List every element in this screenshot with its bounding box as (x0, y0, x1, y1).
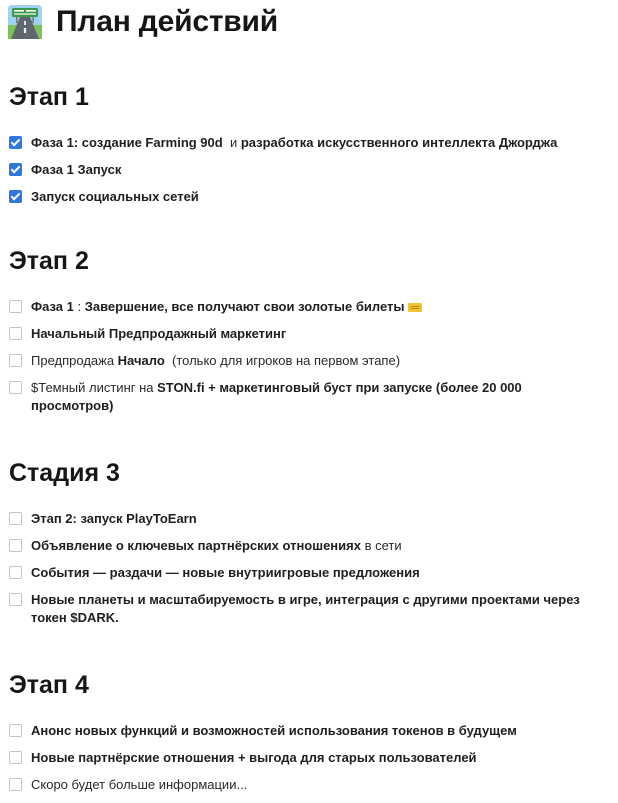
item-text (31, 776, 606, 794)
checkbox-unchecked[interactable] (9, 751, 22, 764)
text-part: в сети (360, 538, 402, 553)
checklist-item (9, 325, 614, 343)
checklist-item (9, 537, 614, 555)
text-part: STON.fi + маркетинговый буст при запуске (более 20 000 просмотров) (31, 380, 522, 413)
section-stage-2 (9, 244, 614, 424)
ticket-icon (408, 303, 422, 312)
checklist-item (9, 564, 614, 582)
text-part: Этап 2: запуск PlayToEarn (31, 511, 197, 526)
text-part: Предпродажа (31, 353, 118, 368)
checkbox-unchecked[interactable] (9, 724, 22, 737)
section-heading: Этап 4 (9, 671, 89, 699)
section-heading: Стадия 3 (9, 459, 120, 487)
text-part: Начало (117, 353, 165, 368)
checklist-item (9, 776, 614, 794)
checklist (9, 510, 614, 627)
checkbox-unchecked[interactable] (9, 539, 22, 552)
text-part: Анонс новых функций и возможностей использования токенов в будущем (31, 723, 517, 738)
checkbox-checked[interactable] (9, 190, 22, 203)
page-header (8, 2, 278, 42)
checklist-item (9, 188, 614, 206)
text-part: Скоро будет больше информации... (31, 777, 248, 792)
road-icon (8, 5, 42, 39)
section-stage-3 (9, 456, 614, 636)
checkbox-unchecked[interactable] (9, 354, 22, 367)
text-part: и (222, 135, 241, 150)
checklist-item (9, 722, 614, 740)
checkbox-unchecked[interactable] (9, 327, 22, 340)
checkbox-unchecked[interactable] (9, 593, 22, 606)
item-text (31, 298, 606, 316)
item-text (31, 564, 606, 582)
text-part: Фаза 1: создание Farming 90d (31, 135, 223, 150)
checklist (9, 298, 614, 415)
item-text (31, 722, 606, 740)
text-part: Объявление о ключевых партнёрских отношениях (31, 538, 361, 553)
item-text (31, 188, 606, 206)
text-part: : (73, 299, 85, 314)
text-part: События — раздачи — новые внутриигровые предложения (31, 565, 420, 580)
item-text (31, 161, 606, 179)
text-part: $Темный листинг на (31, 380, 158, 395)
section-heading: Этап 1 (9, 83, 89, 111)
text-part: Фаза 1 (31, 299, 74, 314)
text-part: Запуск социальных сетей (31, 189, 199, 204)
checklist-item (9, 749, 614, 767)
checkbox-unchecked[interactable] (9, 300, 22, 313)
text-part: (только для игроков на первом этапе) (164, 353, 401, 368)
item-text (31, 134, 606, 152)
checkbox-unchecked[interactable] (9, 778, 22, 791)
checklist (9, 134, 614, 206)
text-part: Новые партнёрские отношения + выгода для старых пользователей (31, 750, 477, 765)
checklist-item (9, 298, 614, 316)
text-part: разработка искусственного интеллекта Джорджа (240, 135, 558, 150)
checklist (9, 722, 614, 794)
checklist-item (9, 352, 614, 370)
checklist-item (9, 591, 614, 627)
text-part: Начальный Предпродажный маркетинг (31, 326, 287, 341)
item-text (31, 591, 611, 627)
checkbox-unchecked[interactable] (9, 381, 22, 394)
checklist-item (9, 161, 614, 179)
checkbox-checked[interactable] (9, 163, 22, 176)
checklist-item (9, 134, 614, 152)
item-text (31, 510, 606, 528)
item-text (31, 352, 606, 370)
checkbox-checked[interactable] (9, 136, 22, 149)
item-text (31, 749, 606, 767)
section-heading: Этап 2 (9, 247, 89, 275)
item-text (31, 325, 606, 343)
item-text (31, 379, 571, 415)
checklist-item (9, 510, 614, 528)
text-part: Новые планеты и масштабируемость в игре, интеграция с другими проектами через токен $DARK. (31, 592, 580, 625)
text-part: Фаза 1 Запуск (31, 162, 122, 177)
section-stage-4 (9, 668, 614, 803)
text-part: Завершение, все получают свои золотые билеты (84, 299, 405, 314)
checklist-item (9, 379, 614, 415)
page-title: План действий (56, 5, 279, 38)
checkbox-unchecked[interactable] (9, 512, 22, 525)
section-stage-1 (9, 80, 614, 215)
checkbox-unchecked[interactable] (9, 566, 22, 579)
item-text (31, 537, 606, 555)
